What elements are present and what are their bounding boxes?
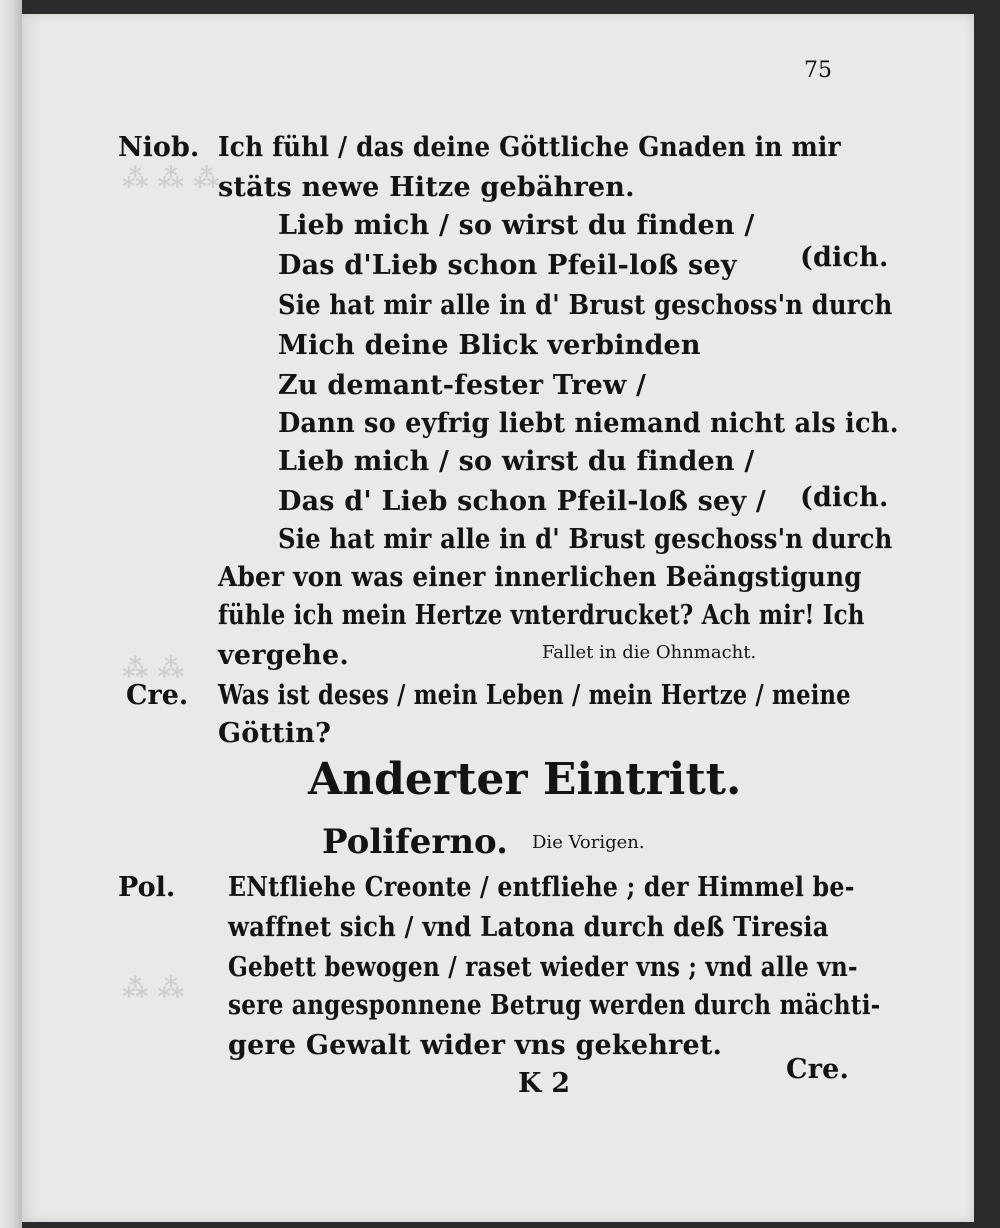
text-line: gere Gewalt wider vns gekehret.: [228, 1030, 723, 1061]
signature-mark: K 2: [518, 1068, 571, 1099]
scene-others: Die Vorigen.: [532, 832, 645, 853]
page-number: 75: [804, 58, 832, 83]
scene-heading: Anderter Eintritt.: [308, 754, 742, 805]
text-line: Lieb mich / so wirst du finden /: [278, 210, 755, 241]
line-turnover: (dich.: [800, 242, 889, 273]
text-line: stäts newe Hitze gebähren.: [218, 172, 635, 203]
text-line: vergehe.: [218, 640, 349, 671]
text-line: sere angesponnene Betrug werden durch mächti-: [228, 990, 881, 1021]
text-line: fühle ich mein Hertze vnterdrucket? Ach mir! Ich: [218, 600, 865, 631]
show-through-text: ⁂ ⁂: [122, 654, 185, 684]
text-line: Das d' Lieb schon Pfeil-loß sey /: [278, 486, 766, 517]
speaker-label: Cre.: [126, 680, 189, 711]
text-line: Sie hat mir alle in d' Brust geschoss'n durch: [278, 290, 893, 321]
text-line: waffnet sich / vnd Latona durch deß Tiresia: [228, 912, 829, 943]
text-line: Gebett bewogen / raset wieder vns ; vnd alle vn-: [228, 952, 858, 983]
text-line: Zu demant-fester Trew /: [278, 370, 647, 401]
text-line: Sie hat mir alle in d' Brust geschoss'n durch: [278, 524, 893, 555]
book-page: [22, 14, 974, 1222]
speaker-label: Pol.: [118, 872, 176, 903]
text-line: Das d'Lieb schon Pfeil-loß sey: [278, 250, 737, 281]
speaker-label: Niob.: [118, 132, 200, 163]
text-line: Was ist deses / mein Leben / mein Hertze / meine: [218, 680, 851, 711]
show-through-text: ⁂ ⁂ ⁂: [122, 164, 220, 194]
text-line: Mich deine Blick verbinden: [278, 330, 701, 361]
show-through-text: ⁂ ⁂: [122, 974, 185, 1004]
text-line: Lieb mich / so wirst du finden /: [278, 446, 755, 477]
text-line: Dann so eyfrig liebt niemand nicht als ich.: [278, 408, 899, 439]
catchword: Cre.: [786, 1054, 850, 1085]
text-line: Ich fühl / das deine Göttliche Gnaden in mir: [218, 132, 841, 163]
line-turnover: (dich.: [800, 482, 889, 513]
scene-characters: Poliferno.: [322, 822, 508, 862]
book-spine-edge: [0, 0, 22, 1228]
text-line: ENtfliehe Creonte / entfliehe ; der Himmel be-: [228, 872, 855, 903]
text-line: Göttin?: [218, 718, 332, 749]
text-line: Aber von was einer innerlichen Beängstigung: [218, 562, 862, 593]
stage-direction: Fallet in die Ohnmacht.: [542, 642, 757, 663]
